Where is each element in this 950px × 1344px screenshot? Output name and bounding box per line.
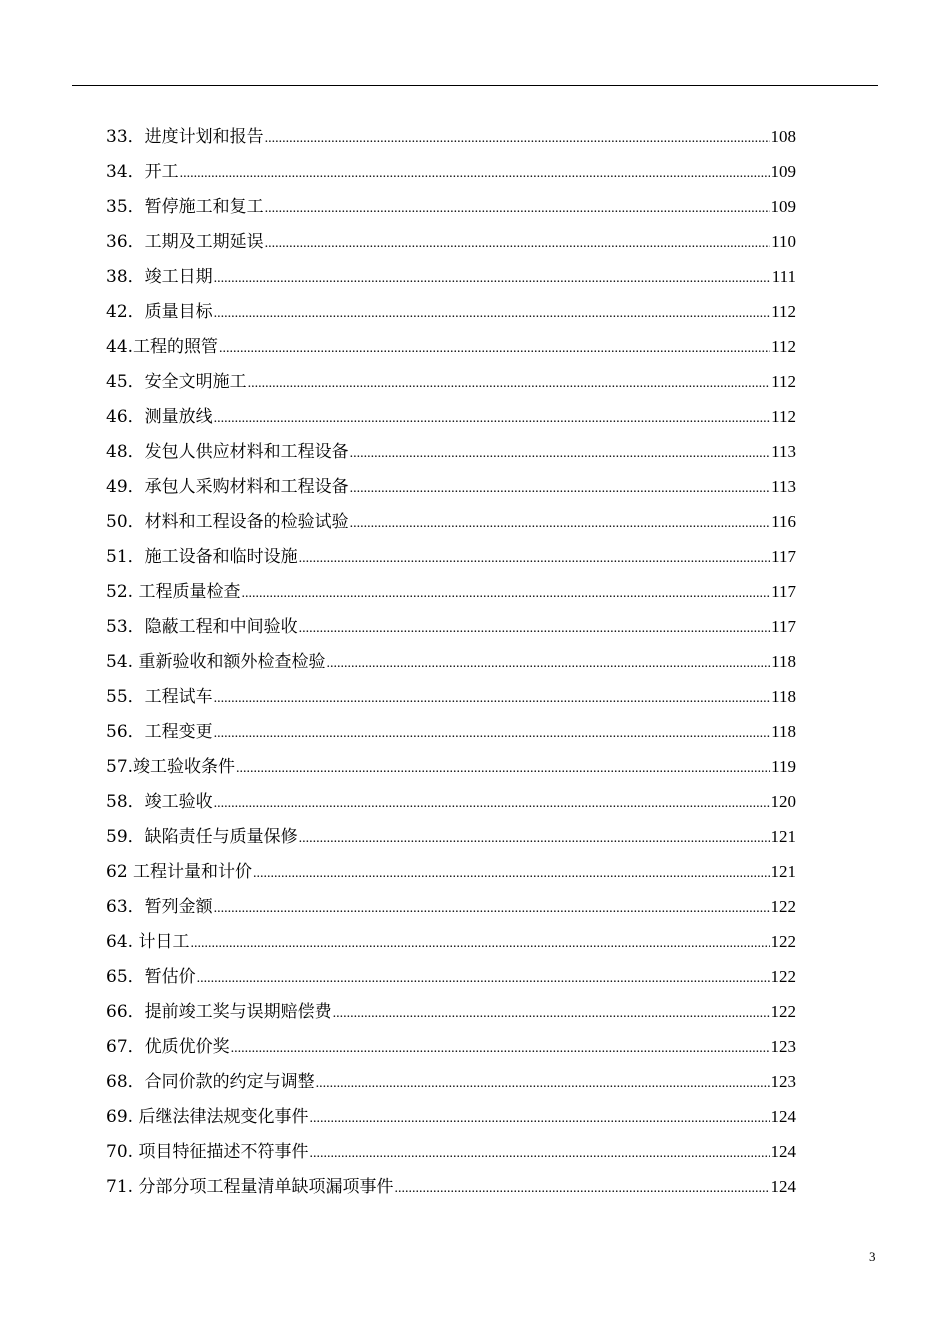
toc-entry-page: 124: [770, 1107, 796, 1126]
toc-entry-page: 109: [770, 197, 796, 216]
toc-entry[interactable]: [106, 997, 796, 1032]
toc-entry-title: 63．暂列金额: [106, 897, 213, 917]
toc-entry-title: 65．暂估价: [106, 967, 196, 987]
toc-entry-title: 58．竣工验收: [106, 792, 213, 812]
toc-entry-page: 122: [770, 1002, 796, 1021]
toc-entry-title: 35．暂停施工和复工: [106, 197, 264, 217]
toc-entry-title: 36．工期及工期延误: [106, 232, 264, 252]
toc-dot-leader: [231, 1034, 770, 1064]
toc-entry-title: 56．工程变更: [106, 722, 213, 742]
toc-entry[interactable]: [106, 262, 796, 297]
toc-dot-leader: [214, 894, 770, 924]
toc-entry-page: 111: [771, 267, 796, 286]
toc-entry[interactable]: [106, 332, 796, 367]
toc-entry[interactable]: [106, 1032, 796, 1067]
toc-entry[interactable]: [106, 577, 796, 612]
toc-entry-title: 52. 工程质量检查: [106, 582, 241, 602]
toc-entry[interactable]: [106, 857, 796, 892]
toc-entry-title: 33．进度计划和报告: [106, 127, 264, 147]
toc-entry-title: 62 工程计量和计价: [106, 862, 253, 882]
toc-entry-page: 112: [771, 407, 796, 426]
toc-entry[interactable]: [106, 682, 796, 717]
page-number: 3: [869, 1249, 876, 1264]
header-rule: [72, 85, 878, 86]
toc-entry-page: 117: [771, 617, 796, 636]
toc-entry-page: 120: [770, 792, 796, 811]
toc-entry[interactable]: [106, 647, 796, 682]
toc-entry-page: 121: [770, 862, 796, 881]
toc-entry-page: 122: [770, 967, 796, 986]
toc-dot-leader: [219, 334, 770, 364]
toc-dot-leader: [180, 159, 770, 189]
toc-entry-title: 48．发包人供应材料和工程设备: [106, 442, 349, 462]
toc-entry[interactable]: [106, 402, 796, 437]
toc-dot-leader: [265, 194, 770, 224]
toc-dot-leader: [236, 754, 770, 784]
toc-entry[interactable]: [106, 752, 796, 787]
toc-dot-leader: [214, 684, 770, 714]
toc-entry[interactable]: [106, 787, 796, 822]
toc-entry-page: 122: [770, 897, 796, 916]
toc-entry-page: 118: [771, 687, 796, 706]
toc-dot-leader: [253, 859, 769, 889]
toc-dot-leader: [265, 124, 770, 154]
toc-entry-title: 55．工程试车: [106, 687, 213, 707]
toc-dot-leader: [350, 439, 770, 469]
toc-dot-leader: [299, 544, 770, 574]
toc-entry-page: 118: [771, 722, 796, 741]
toc-dot-leader: [350, 474, 770, 504]
toc-entry-title: 34．开工: [106, 162, 179, 182]
toc-dot-leader: [241, 579, 770, 609]
toc-entry-title: 49．承包人采购材料和工程设备: [106, 477, 349, 497]
toc-entry-title: 42．质量目标: [106, 302, 213, 322]
toc-entry-title: 53．隐蔽工程和中间验收: [106, 617, 298, 637]
toc-entry-title: 57.竣工验收条件: [106, 757, 236, 777]
toc-entry[interactable]: [106, 1067, 796, 1102]
toc-entry-title: 44.工程的照管: [106, 337, 219, 357]
toc-entry[interactable]: [106, 1137, 796, 1172]
toc-entry-title: 54. 重新验收和额外检查检验: [106, 652, 326, 672]
toc-entry-page: 123: [770, 1072, 796, 1091]
toc-entry-title: 51．施工设备和临时设施: [106, 547, 298, 567]
toc-dot-leader: [350, 509, 770, 539]
toc-dot-leader: [190, 929, 769, 959]
toc-entry-page: 118: [771, 652, 796, 671]
toc-entry-title: 70. 项目特征描述不符事件: [106, 1142, 309, 1162]
toc-dot-leader: [197, 964, 770, 994]
toc-entry-page: 122: [770, 932, 796, 951]
toc-entry[interactable]: [106, 892, 796, 927]
toc-dot-leader: [309, 1104, 769, 1134]
toc-entry-page: 117: [771, 582, 796, 601]
toc-entry-page: 109: [770, 162, 796, 181]
toc-dot-leader: [299, 614, 770, 644]
toc-entry-title: 45．安全文明施工: [106, 372, 247, 392]
toc-entry-page: 124: [770, 1142, 796, 1161]
toc-entry-page: 119: [771, 757, 796, 776]
toc-entry-title: 64. 计日工: [106, 932, 190, 952]
toc-entry[interactable]: [106, 542, 796, 577]
toc-entry-page: 124: [770, 1177, 796, 1196]
toc-dot-leader: [214, 789, 770, 819]
toc-entry-page: 112: [771, 302, 796, 321]
toc-dot-leader: [214, 264, 771, 294]
toc-entry[interactable]: [106, 297, 796, 332]
toc-entry[interactable]: [106, 717, 796, 752]
toc-entry-page: 108: [770, 127, 796, 146]
toc-dot-leader: [214, 719, 770, 749]
toc-entry-page: 112: [771, 372, 796, 391]
toc-entry[interactable]: [106, 927, 796, 962]
toc-entry-page: 123: [770, 1037, 796, 1056]
toc-entry[interactable]: [106, 1172, 796, 1207]
toc-entry[interactable]: [106, 192, 796, 227]
toc-entry[interactable]: [106, 122, 796, 157]
toc-entry-page: 110: [771, 232, 796, 251]
toc-dot-leader: [309, 1139, 769, 1169]
toc-entry-title: 71. 分部分项工程量清单缺项漏项事件: [106, 1177, 394, 1197]
toc-entry[interactable]: [106, 472, 796, 507]
toc-dot-leader: [214, 404, 770, 434]
toc-dot-leader: [299, 824, 770, 854]
toc-dot-leader: [248, 369, 770, 399]
toc-dot-leader: [265, 229, 770, 259]
toc-entry-page: 112: [771, 337, 796, 356]
toc-dot-leader: [333, 999, 770, 1029]
toc-entry-title: 38．竣工日期: [106, 267, 213, 287]
toc-entry[interactable]: [106, 437, 796, 472]
toc-entry[interactable]: [106, 612, 796, 647]
toc-entry-page: 116: [771, 512, 796, 531]
toc-entry[interactable]: [106, 962, 796, 997]
toc-dot-leader: [316, 1069, 770, 1099]
toc-entry-title: 68．合同价款的约定与调整: [106, 1072, 315, 1092]
toc-entry-page: 117: [771, 547, 796, 566]
table-of-contents: [106, 122, 796, 1207]
toc-entry-title: 66．提前竣工奖与误期赔偿费: [106, 1002, 332, 1022]
toc-entry[interactable]: [106, 822, 796, 857]
toc-dot-leader: [326, 649, 770, 679]
toc-entry-page: 113: [771, 442, 796, 461]
toc-entry[interactable]: [106, 227, 796, 262]
toc-entry-title: 59．缺陷责任与质量保修: [106, 827, 298, 847]
toc-entry-title: 67．优质优价奖: [106, 1037, 230, 1057]
toc-entry[interactable]: [106, 1102, 796, 1137]
toc-entry[interactable]: [106, 367, 796, 402]
toc-entry-page: 113: [771, 477, 796, 496]
toc-entry-page: 121: [770, 827, 796, 846]
toc-entry[interactable]: [106, 507, 796, 542]
toc-entry-title: 69. 后继法律法规变化事件: [106, 1107, 309, 1127]
toc-entry-title: 50．材料和工程设备的检验试验: [106, 512, 349, 532]
toc-entry[interactable]: [106, 157, 796, 192]
toc-dot-leader: [394, 1174, 769, 1204]
toc-dot-leader: [214, 299, 770, 329]
toc-entry-title: 46．测量放线: [106, 407, 213, 427]
